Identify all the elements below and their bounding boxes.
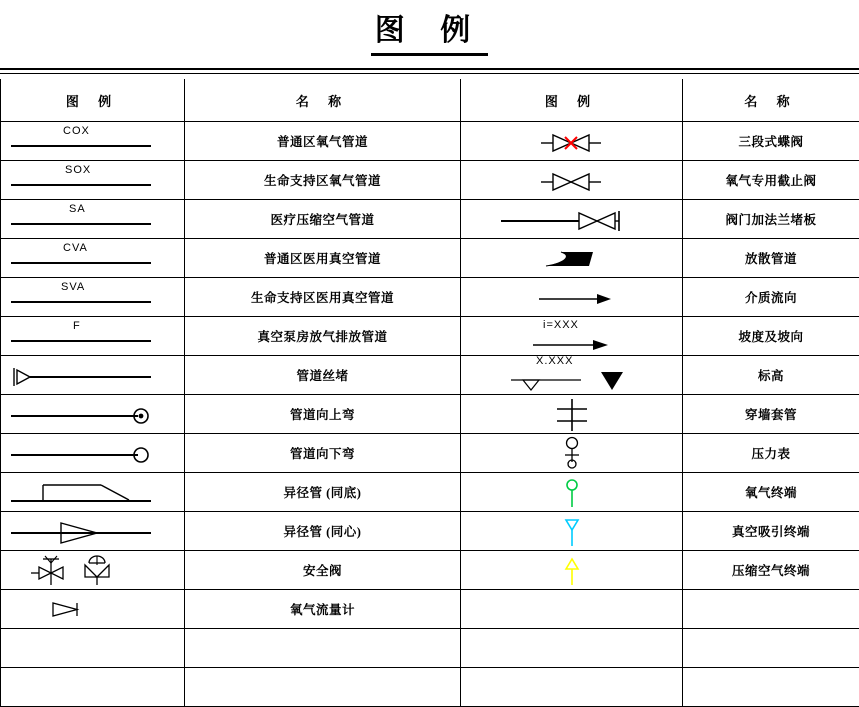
symbol-cell-slope-direction [461, 317, 683, 356]
name-cell: 异径管 (同底) [185, 473, 461, 512]
oxygen-flowmeter-icon [1, 590, 185, 628]
name-cell: 坡度及坡向 [683, 317, 859, 356]
pipe-label-f: F [73, 320, 81, 332]
pipe-line-icon [1, 161, 185, 199]
symbol-cell-valve-flange-plate [461, 200, 683, 239]
page-title: 图 例 [371, 14, 489, 56]
table-row [1, 122, 859, 161]
name-cell: 氧气流量计 [185, 590, 461, 629]
table-row [1, 395, 859, 434]
symbol-cell-flow-direction [461, 278, 683, 317]
table-row [1, 590, 859, 629]
column-header-symbol-left: 图 例 [1, 79, 185, 122]
table-row [1, 356, 859, 395]
safety-valve-icon [1, 551, 185, 589]
symbol-cell-pipe-up-bend [1, 395, 185, 434]
name-cell: 标高 [683, 356, 859, 395]
table-row [1, 278, 859, 317]
name-cell: 阀门加法兰堵板 [683, 200, 859, 239]
name-cell: 真空吸引终端 [683, 512, 859, 551]
symbol-cell-wall-sleeve [461, 395, 683, 434]
pipe-line-icon [1, 239, 185, 277]
compressed-air-terminal-icon [461, 551, 683, 589]
name-cell: 医疗压缩空气管道 [185, 200, 461, 239]
column-header-symbol-right: 图 例 [461, 79, 683, 122]
slope-direction-icon [461, 317, 683, 355]
pipe-label-sox: SOX [65, 164, 91, 176]
name-cell: 管道丝堵 [185, 356, 461, 395]
column-header-name-right: 名 称 [683, 79, 859, 122]
symbol-cell-three-way-butterfly-valve [461, 122, 683, 161]
name-cell: 普通区氧气管道 [185, 122, 461, 161]
name-cell: 压力表 [683, 434, 859, 473]
vent-pipe-icon [461, 239, 683, 277]
pipe-line-icon [1, 278, 185, 316]
pipe-line-icon [1, 122, 185, 160]
name-cell [185, 629, 461, 668]
valve-flange-plate-icon [461, 200, 683, 238]
oxygen-stop-valve-icon [461, 161, 683, 199]
column-header-name-left: 名 称 [185, 79, 461, 122]
symbol-cell-pressure-gauge [461, 434, 683, 473]
pipe-line-icon [1, 200, 185, 238]
symbol-cell-concentric-reducer [1, 512, 185, 551]
eccentric-reducer-icon [1, 473, 185, 511]
symbol-cell-pipe-sa [1, 200, 185, 239]
name-cell: 管道向上弯 [185, 395, 461, 434]
symbol-cell-oxygen-stop-valve [461, 161, 683, 200]
table-row [1, 434, 859, 473]
table-row [1, 200, 859, 239]
pipe-line-icon [1, 317, 185, 355]
name-cell [683, 668, 859, 707]
symbol-cell-pipe-cva [1, 239, 185, 278]
name-cell: 压缩空气终端 [683, 551, 859, 590]
symbol-cell-pipe-sox [1, 161, 185, 200]
name-cell: 安全阀 [185, 551, 461, 590]
name-cell: 介质流向 [683, 278, 859, 317]
symbol-cell-oxygen-flowmeter [1, 590, 185, 629]
elevation-marker-icon [461, 356, 683, 394]
name-cell: 放散管道 [683, 239, 859, 278]
name-cell: 生命支持区医用真空管道 [185, 278, 461, 317]
name-cell [683, 629, 859, 668]
elevation-label: X.XXX [536, 355, 573, 367]
table-row [1, 317, 859, 356]
pipe-label-sa: SA [69, 203, 86, 215]
pipe-down-bend-icon [1, 434, 185, 472]
symbol-cell-empty [461, 668, 683, 707]
name-cell: 穿墙套管 [683, 395, 859, 434]
slope-label: i=XXX [543, 319, 579, 331]
header-rule-thin [0, 73, 859, 74]
table-header-row [1, 79, 859, 122]
symbol-cell-elevation-marker [461, 356, 683, 395]
symbol-cell-empty [461, 629, 683, 668]
name-cell: 氧气终端 [683, 473, 859, 512]
symbol-cell-empty [1, 629, 185, 668]
symbol-cell-vent-pipe [461, 239, 683, 278]
name-cell [185, 668, 461, 707]
name-cell: 三段式蝶阀 [683, 122, 859, 161]
symbol-cell-vacuum-terminal [461, 512, 683, 551]
symbol-cell-pipe-plug [1, 356, 185, 395]
table-row [1, 512, 859, 551]
name-cell: 生命支持区氧气管道 [185, 161, 461, 200]
table-row [1, 239, 859, 278]
symbol-cell-pipe-sva [1, 278, 185, 317]
pipe-plug-icon [1, 356, 185, 394]
table-row [1, 629, 859, 668]
name-cell: 普通区医用真空管道 [185, 239, 461, 278]
symbol-cell-empty [1, 668, 185, 707]
symbol-cell-pipe-down-bend [1, 434, 185, 473]
concentric-reducer-icon [1, 512, 185, 550]
symbol-cell-empty [461, 590, 683, 629]
table-row [1, 161, 859, 200]
symbol-cell-pipe-cox [1, 122, 185, 161]
vacuum-terminal-icon [461, 512, 683, 550]
table-row [1, 473, 859, 512]
pressure-gauge-icon [461, 434, 683, 472]
name-cell: 氧气专用截止阀 [683, 161, 859, 200]
three-way-butterfly-valve-icon [461, 122, 683, 160]
table-row [1, 551, 859, 590]
symbol-cell-pipe-f [1, 317, 185, 356]
page-title-wrap [0, 14, 859, 56]
name-cell [683, 590, 859, 629]
name-cell: 管道向下弯 [185, 434, 461, 473]
table-row [1, 668, 859, 707]
pipe-label-cva: CVA [63, 242, 88, 254]
pipe-label-cox: COX [63, 125, 90, 137]
symbol-cell-oxygen-terminal [461, 473, 683, 512]
pipe-label-sva: SVA [61, 281, 85, 293]
oxygen-terminal-icon [461, 473, 683, 511]
name-cell: 真空泵房放气排放管道 [185, 317, 461, 356]
pipe-up-bend-icon [1, 395, 185, 433]
symbol-cell-eccentric-reducer [1, 473, 185, 512]
flow-direction-arrow-icon [461, 278, 683, 316]
header-rule-thick [0, 68, 859, 70]
symbol-cell-compressed-air-terminal [461, 551, 683, 590]
symbol-cell-safety-valve [1, 551, 185, 590]
wall-sleeve-icon [461, 395, 683, 433]
name-cell: 异径管 (同心) [185, 512, 461, 551]
legend-table [0, 79, 859, 707]
